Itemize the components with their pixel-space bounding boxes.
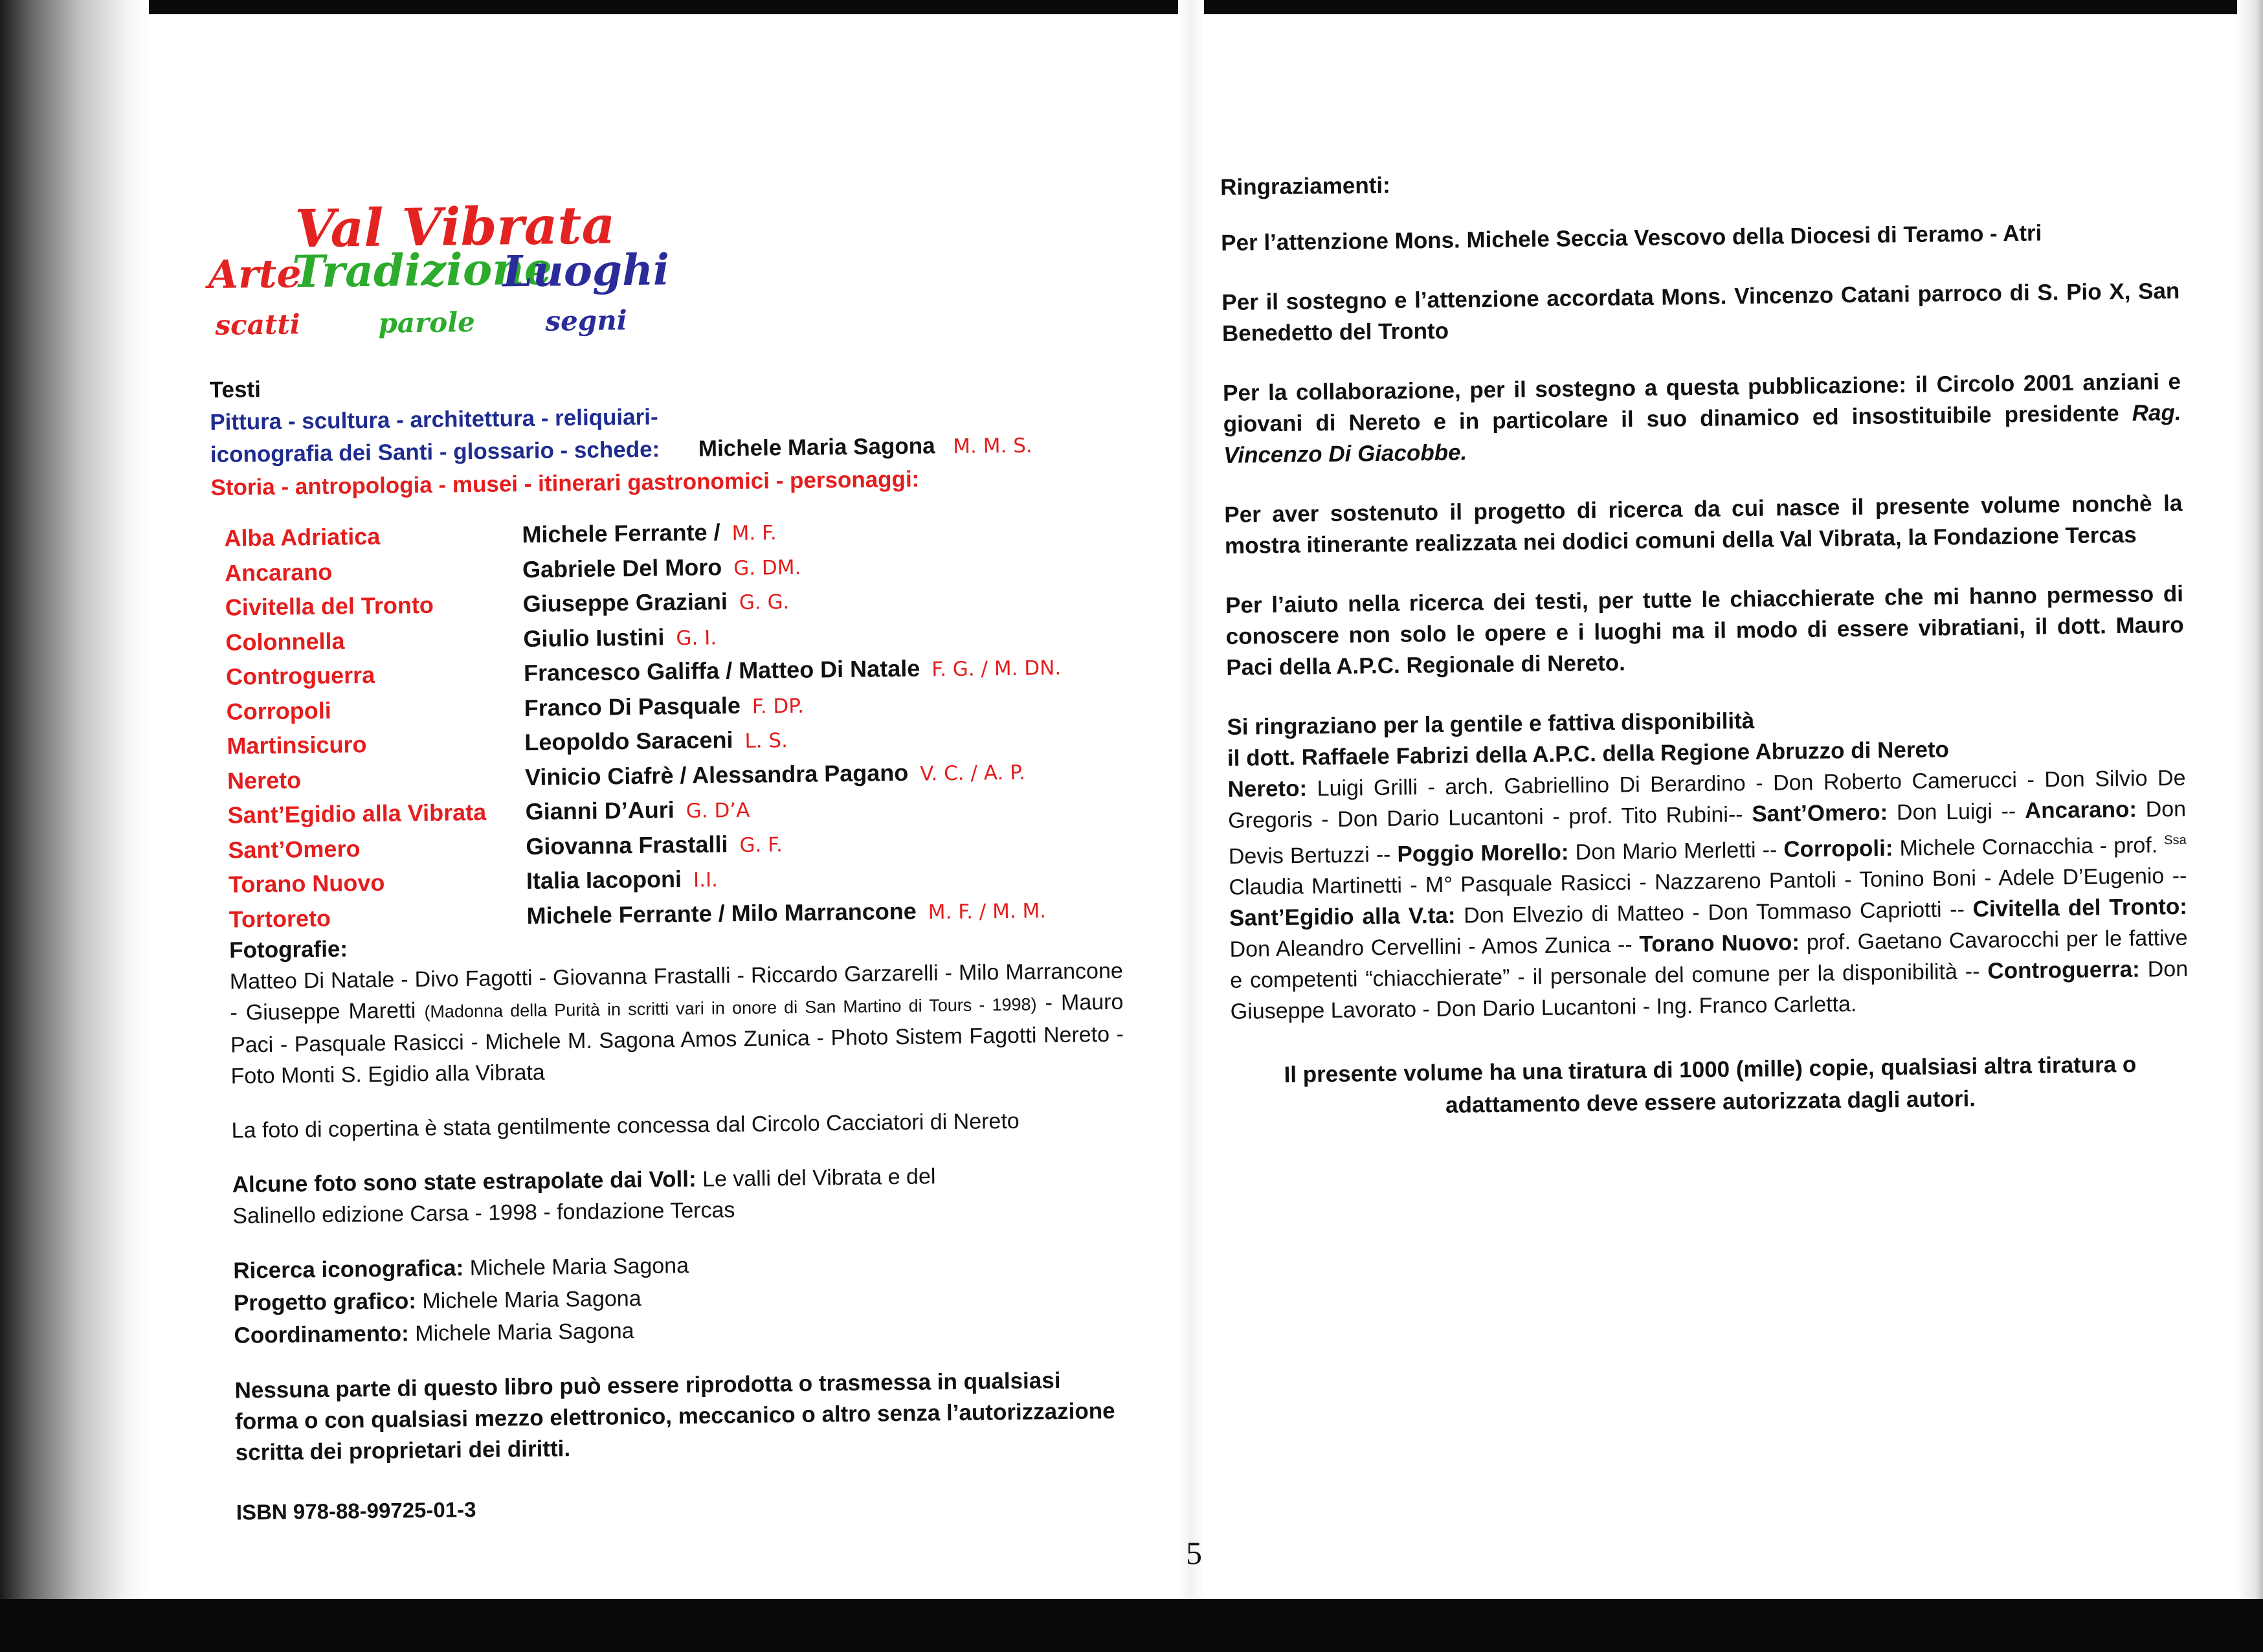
town-name: Civitella del Tronto xyxy=(225,591,434,621)
author-initials: M. F. xyxy=(731,521,777,546)
role-value: Michele Maria Sagona xyxy=(415,1319,634,1346)
tiratura-notice: Il presente volume ha una tiratura di 1000 (mille) copie, qualsiasi altra tiratura o adattamento deve essere autorizzata dagli autori. xyxy=(1284,1052,2137,1119)
thanks-president-name: Rag. Vincenzo Di Giacobbe. xyxy=(1223,399,2181,468)
logo-subword-segni: segni xyxy=(545,304,627,337)
estrapolate-label: Alcune foto sono state estrapolate dai Voll: xyxy=(232,1166,697,1198)
author-name: Michele Ferrante / xyxy=(522,519,720,548)
place-people: Don Aleandro Cervellini - Amos Zunica -- xyxy=(1229,932,1640,963)
author-initials: M. F. / M. M. xyxy=(928,899,1047,924)
testi-line-3: Storia - antropologia - musei - itinerari gastronomici - personaggi: xyxy=(210,466,920,500)
fotografie-text-b: - Mauro Paci - Pasquale Rasicci - Michele M. Sagona Amos Zunica - Photo Sistem Fagotti Nereto - Foto Monti S. Egidio alla Vibrata xyxy=(230,989,1124,1089)
role-value: Michele Maria Sagona xyxy=(422,1286,641,1314)
right-page xyxy=(1220,163,2190,1124)
place-people: Michele Cornacchia - prof. xyxy=(1893,832,2165,861)
author-row xyxy=(524,648,1146,690)
town-name: Colonnella xyxy=(225,627,345,656)
thanks-paragraph xyxy=(1223,366,2182,471)
thanks-paragraph: Per l’attenzione Mons. Michele Seccia Vescovo della Diocesi di Teramo - Atri xyxy=(1221,220,2042,256)
fotografie-text-small: (Madonna della Purità in scritti vari in onore di San Martino di Tours - 1998) xyxy=(424,994,1037,1021)
author-initials: L. S. xyxy=(744,729,788,753)
place-label: Nereto: xyxy=(1227,776,1308,802)
author-list xyxy=(522,509,1148,933)
author-initials: G. F. xyxy=(739,832,783,857)
logo-subword-scatti: scatti xyxy=(215,308,300,341)
thanks-list-line-1: Si ringraziano per la gentile e fattiva disponibilità xyxy=(1227,708,1755,740)
place-people: Don Mario Merletti -- xyxy=(1568,837,1784,865)
author-initials: G. I. xyxy=(676,625,717,650)
fotografie-label: Fotografie: xyxy=(229,936,348,963)
author-initials: I.I. xyxy=(693,868,719,892)
logo-word-luoghi: Luoghi xyxy=(502,244,670,297)
testi-line-1: Pittura - scultura - architettura - reliquiari- xyxy=(210,404,658,435)
author-initials: G. DM. xyxy=(733,555,801,580)
author-name: Vinicio Ciafrè / Alessandra Pagano xyxy=(524,759,909,790)
superscript-ssa: Ssa xyxy=(2164,832,2187,848)
town-name: Alba Adriatica xyxy=(224,522,381,552)
thanks-paragraph: Per l’aiuto nella ricerca dei testi, per tutte le chiacchierate che mi hanno permesso di conoscere non solo le opere e i luoghi ma il modo di essere vibratiani, il dott. Mauro Paci della A.P.C. Regionale di Nereto. xyxy=(1225,581,2184,680)
town-name: Ancarano xyxy=(224,558,333,586)
place-people: Don Devis Bertuzzi -- xyxy=(1228,796,2187,869)
logo-word-tradizione: Tradizione xyxy=(291,243,553,298)
val-vibrata-logo xyxy=(207,188,675,356)
author-name: Franco Di Pasquale xyxy=(524,691,741,721)
place-people: Don Luigi -- xyxy=(1888,798,2025,825)
author-name: Giulio Iustini xyxy=(523,623,665,652)
town-name: Sant’Egidio alla Vibrata xyxy=(227,798,487,829)
author-name: Michele Ferrante / Milo Marrancone xyxy=(526,897,917,929)
place-label: Torano Nuovo: xyxy=(1639,930,1800,957)
place-label: Ancarano: xyxy=(2024,796,2137,823)
role-label: Progetto grafico: xyxy=(233,1288,417,1316)
estrapolate-section xyxy=(219,1160,996,1232)
thanks-paragraph: Per aver sostenuto il progetto di ricerca da cui nasce il presente volume nonchè la mostra itinerante realizzata nei dodici comuni della Val Vibrata, la Fondazione Tercas xyxy=(1224,490,2183,559)
place-people: Don Elvezio di Matteo - Don Tommaso Capriotti -- xyxy=(1455,897,1973,928)
place-label: Controguerra: xyxy=(1987,957,2140,984)
author-name: Italia Iacoponi xyxy=(526,865,682,895)
place-label: Sant’Egidio alla V.ta: xyxy=(1229,902,1456,932)
author-name: Gianni D’Auri xyxy=(525,796,674,825)
author-name: Giovanna Frastalli xyxy=(526,830,728,860)
fotografie-text-a: Matteo Di Natale - Divo Fagotti - Giovanna Frastalli - Riccardo Garzarelli - Milo Marrancone - Giuseppe Maretti xyxy=(229,958,1123,1025)
book-gutter-shadow xyxy=(0,0,149,1652)
scan-top-border xyxy=(0,0,2263,14)
testi-section xyxy=(209,362,1194,504)
town-name: Controguerra xyxy=(225,661,375,690)
isbn: ISBN 978-88-99725-01-3 xyxy=(236,1497,476,1524)
thanks-list xyxy=(1227,700,2189,1027)
fotografie-section xyxy=(216,924,1124,1092)
testi-author: Michele Maria Sagona xyxy=(698,433,935,462)
role-label: Coordinamento: xyxy=(234,1321,410,1348)
thanks-paragraph: Per il sostegno e l’attenzione accordata Mons. Vincenzo Catani parroco di S. Pio X, San Benedetto del Tronto xyxy=(1221,278,2180,346)
testi-author-note: M. M. S. xyxy=(953,434,1032,458)
town-name: Corropoli xyxy=(226,697,331,725)
town-name: Sant’Omero xyxy=(228,834,361,864)
role-label: Ricerca iconografica: xyxy=(233,1255,464,1284)
town-name: Torano Nuovo xyxy=(228,869,385,898)
author-name: Giuseppe Graziani xyxy=(522,588,728,618)
place-label: Poggio Morello: xyxy=(1397,839,1569,867)
town-list xyxy=(224,517,533,937)
author-name: Francesco Galiffa / Matteo Di Natale xyxy=(523,654,920,687)
author-name: Leopoldo Saraceni xyxy=(524,726,733,756)
logo-title: Val Vibrata xyxy=(295,194,616,260)
role-value: Michele Maria Sagona xyxy=(469,1253,689,1281)
logo-word-arte: Arte xyxy=(208,251,302,298)
author-initials: G. G. xyxy=(739,590,790,615)
place-people: Luigi Grilli - arch. Gabriellino Di Berardino - Don Roberto Camerucci - Don Silvio De Gregoris - Don Dario Lucantoni - prof. Tito Rubini-- xyxy=(1227,765,2186,833)
town-name: Nereto xyxy=(227,766,302,794)
ringraziamenti-title: Ringraziamenti: xyxy=(1220,172,1391,200)
thanks-list-line-2: il dott. Raffaele Fabrizi della A.P.C. della Regione Abruzzo di Nereto xyxy=(1227,737,1950,771)
place-people: Claudia Martinetti - M° Pasquale Rasicci - Nazzareno Pantoli - Tonino Boni - Adele D’Eugenio -- xyxy=(1229,864,2187,900)
thanks-text: Per la collaborazione, per il sostegno a questa pubblicazione: il Circolo 2001 anziani e giovani di Nereto e in particolare il suo dinamico ed insostituibile presidente xyxy=(1222,368,2181,437)
testi-line-2: iconografia dei Santi - glossario - schede: xyxy=(210,436,660,467)
place-label: Corropoli: xyxy=(1783,835,1893,862)
estrapolate-text: Le valli del Vibrata e del Salinello edizione Carsa - 1998 - fondazione Tercas xyxy=(232,1164,936,1229)
town-name: Martinsicuro xyxy=(227,731,367,759)
author-initials: V. C. / A. P. xyxy=(920,761,1026,786)
author-initials: F. G. / M. DN. xyxy=(931,656,1062,682)
town-name: Tortoreto xyxy=(229,904,331,933)
scan-bottom-border xyxy=(0,1599,2263,1652)
left-page xyxy=(207,182,1207,1528)
author-name: Gabriele Del Moro xyxy=(522,553,722,583)
page-number: 5 xyxy=(1186,1535,1202,1571)
page-edge-shadow xyxy=(2237,0,2263,1652)
logo-subword-parole: parole xyxy=(378,306,476,339)
copertina-note: La foto di copertina è stata gentilmente concessa dal Circolo Cacciatori di Nereto xyxy=(231,1108,1020,1143)
place-label: Civitella del Tronto: xyxy=(1972,894,2188,922)
rights-notice: Nessuna parte di questo libro può essere riprodotta o trasmessa in qualsiasi forma o con qualsiasi mezzo elettronico, meccanico o altro senza l’autorizzazione scritta dei proprietari dei diritti. xyxy=(234,1368,1115,1466)
town-credits xyxy=(211,509,1200,935)
author-initials: F. DP. xyxy=(752,694,805,719)
author-initials: G. D’A xyxy=(686,798,750,823)
place-people: Don Giuseppe Lavorato - Don Dario Lucantoni - Ing. Franco Carletta. xyxy=(1230,957,2189,1025)
testi-label: Testi xyxy=(209,377,262,403)
place-people: prof. Gaetano Cavarocchi per le fattive e competenti “chiacchierate” - il personale del comune per la disponibilità -- xyxy=(1229,926,2188,994)
roles-section xyxy=(220,1243,1205,1352)
place-label: Sant’Omero: xyxy=(1752,799,1888,827)
